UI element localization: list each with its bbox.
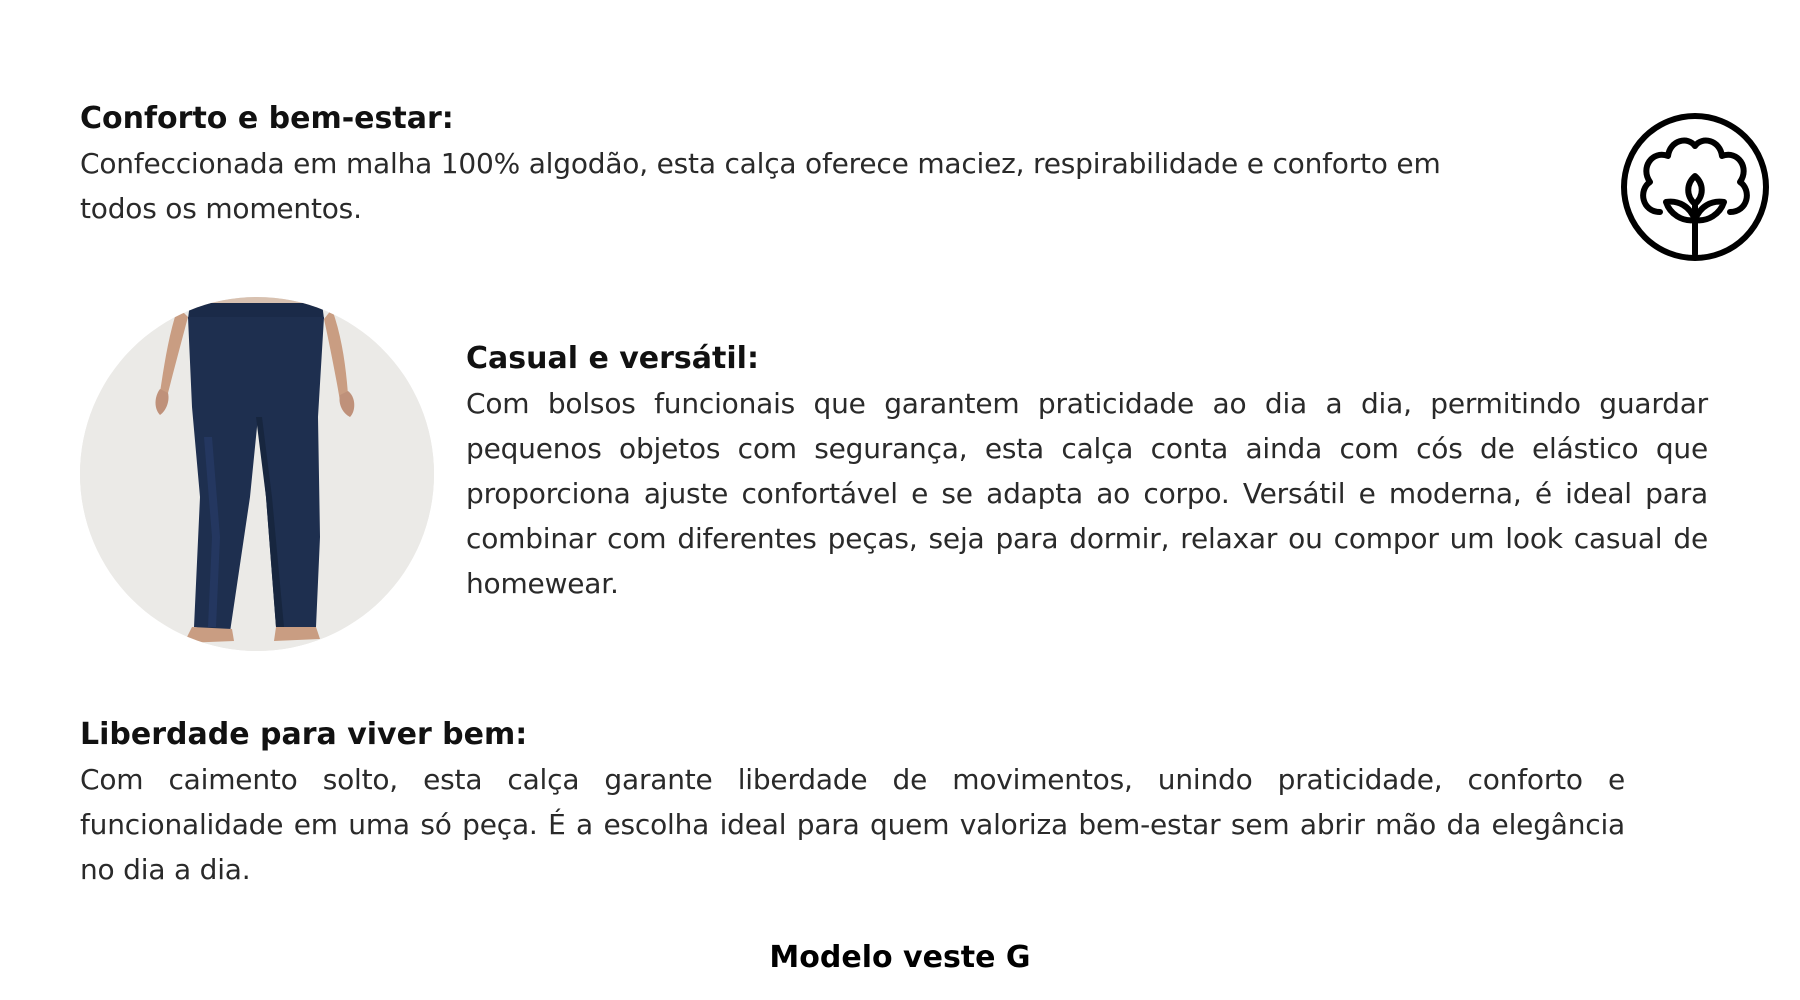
cotton-icon (1620, 112, 1770, 262)
liberdade-text: Com caimento solto, esta calça garante liberdade de movimentos, unindo praticidade, conforto e funcionalidade em uma só peça. É a escolha ideal para quem valoriza bem-estar sem abrir mão da elegância no dia a dia. (80, 763, 1625, 886)
product-photo (80, 297, 434, 651)
section-casual (466, 336, 1708, 606)
model-size-note: Modelo veste G (769, 940, 1031, 975)
liberdade-heading: Liberdade para viver bem: (80, 717, 528, 752)
conforto-text: Confeccionada em malha 100% algodão, esta calça oferece maciez, respirabilidade e conforto em todos os momentos. (80, 147, 1441, 225)
casual-heading: Casual e versátil: (466, 341, 759, 376)
section-conforto (80, 96, 1480, 231)
section-liberdade (80, 712, 1625, 892)
conforto-heading: Conforto e bem-estar: (80, 101, 454, 136)
casual-text: Com bolsos funcionais que garantem praticidade ao dia a dia, permitindo guardar pequenos objetos com segurança, esta calça conta ainda com cós de elástico que proporciona ajuste confortável e se adapta ao corpo. Versátil e moderna, é ideal para combinar com diferentes peças, seja para dormir, relaxar ou compor um look casual de homewear. (466, 387, 1708, 600)
